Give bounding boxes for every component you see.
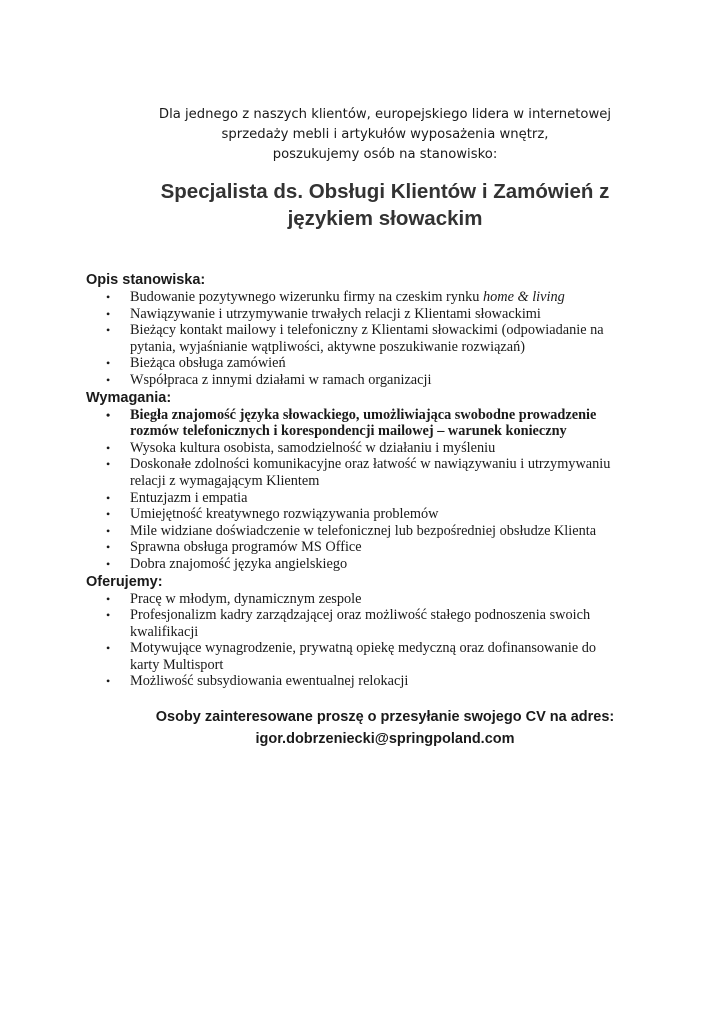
list-item — [106, 640, 686, 673]
bullet-icon: • — [106, 407, 111, 422]
item-text-line: rozmów telefonicznych i korespondencji mailowej – warunek konieczny — [130, 423, 567, 440]
item-text-line: kwalifikacji — [130, 623, 199, 640]
contact-block — [100, 706, 670, 750]
bullet-icon: • — [106, 556, 111, 571]
intro-paragraph — [100, 105, 670, 165]
list-item — [106, 522, 686, 540]
bullet-icon: • — [106, 440, 111, 455]
list-item — [106, 489, 686, 507]
requirements-list — [86, 407, 686, 573]
list-item — [106, 607, 686, 640]
item-text: Entuzjazm i empatia — [130, 489, 248, 506]
contact-email[interactable]: igor.dobrzeniecki@springpoland.com — [255, 731, 515, 747]
list-item — [106, 539, 686, 556]
bullet-icon: • — [106, 457, 111, 472]
item-text-line: Doskonałe zdolności komunikacyjne oraz łatwość w nawiązywaniu i utrzymywaniu — [130, 456, 611, 473]
item-text: Współpraca z innymi działami w ramach organizacji — [130, 371, 432, 388]
bullet-icon: • — [106, 540, 111, 555]
item-text: Wysoka kultura osobista, samodzielność w działaniu i myśleniu — [130, 439, 496, 456]
item-text: Sprawna obsługa programów MS Office — [130, 539, 362, 556]
item-text-line: Profesjonalizm kadry zarządzającej oraz możliwość stałego podnoszenia swoich — [130, 607, 591, 624]
intro-line: poszukujemy osób na stanowisko: — [272, 147, 498, 162]
job-title-line: Specjalista ds. Obsługi Klientów i Zamówień z — [160, 180, 610, 203]
item-text-line: pytania, wyjaśnianie wątpliwości, aktywne poszukiwanie rozwiązań) — [130, 338, 526, 355]
bullet-icon: • — [106, 323, 111, 338]
item-text: Dobra znajomość języka angielskiego — [130, 555, 348, 572]
item-text: Umiejętność kreatywnego rozwiązywania problemów — [130, 506, 439, 523]
list-item — [106, 590, 686, 608]
item-text-line: Biegła znajomość języka słowackiego, umożliwiająca swobodne prowadzenie — [130, 406, 597, 423]
section-heading: Opis stanowiska: — [86, 272, 206, 288]
bullet-icon: • — [106, 591, 111, 606]
bullet-icon: • — [106, 641, 111, 656]
section-heading: Wymagania: — [86, 389, 172, 406]
bullet-icon: • — [106, 372, 111, 387]
list-item — [106, 305, 686, 323]
item-text-line: relacji z wymagającym Klientem — [130, 472, 320, 489]
offer-list — [86, 591, 686, 691]
offer-section — [86, 573, 686, 691]
list-item — [106, 673, 686, 690]
bullet-icon: • — [106, 523, 111, 538]
section-heading: Oferujemy: — [86, 573, 163, 590]
intro-line: sprzedaży mebli i artykułów wyposażenia wnętrz, — [221, 127, 549, 142]
job-title — [120, 178, 650, 232]
item-text-line: Motywujące wynagrodzenie, prywatną opiekę medyczną oraz dofinansowanie do — [130, 640, 597, 657]
job-title-line: językiem słowackim — [287, 207, 483, 230]
job-details — [86, 271, 686, 690]
description-section — [86, 271, 686, 389]
list-item — [106, 456, 686, 489]
bullet-icon: • — [106, 490, 111, 505]
item-text: Możliwość subsydiowania ewentualnej relokacji — [130, 673, 409, 690]
list-item — [106, 355, 686, 372]
bullet-icon: • — [106, 674, 111, 689]
item-text: Budowanie pozytywnego wizerunku firmy na czeskim rynku — [130, 289, 483, 305]
intro-line: Dla jednego z naszych klientów, europejskiego lidera w internetowej — [158, 107, 612, 122]
list-item — [106, 322, 686, 355]
list-item — [106, 439, 686, 457]
item-text: Bieżąca obsługa zamówień — [130, 355, 286, 372]
bullet-icon: • — [106, 507, 111, 522]
list-item — [106, 289, 686, 306]
contact-text: Osoby zainteresowane proszę o przesyłanie swojego CV na adres: — [155, 709, 615, 725]
item-text-line: Bieżący kontakt mailowy i telefoniczny z Klientami słowackimi (odpowiadanie na — [130, 322, 604, 339]
list-item — [106, 506, 686, 523]
list-item — [106, 555, 686, 573]
requirements-section — [86, 389, 686, 573]
bullet-icon: • — [106, 608, 111, 623]
bullet-icon: • — [106, 356, 111, 371]
item-text-line: karty Multisport — [130, 656, 224, 673]
item-text: Nawiązywanie i utrzymywanie trwałych relacji z Klientami słowackimi — [130, 305, 541, 322]
description-list — [86, 289, 686, 389]
bullet-icon: • — [106, 306, 111, 321]
list-item — [106, 406, 686, 440]
item-text: Pracę w młodym, dynamicznym zespole — [130, 590, 362, 607]
list-item — [106, 371, 686, 389]
item-text: Mile widziane doświadczenie w telefonicznej lub bezpośredniej obsłudze Klienta — [130, 522, 597, 539]
item-emphasis: home & living — [482, 289, 565, 305]
bullet-icon: • — [106, 290, 111, 304]
